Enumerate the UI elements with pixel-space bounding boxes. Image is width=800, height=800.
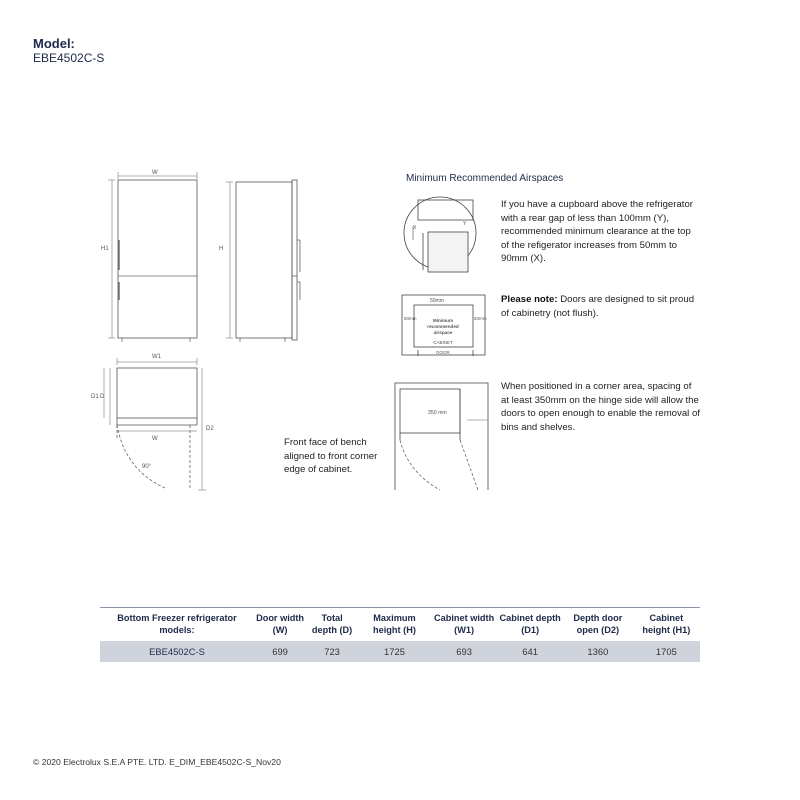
doors-note-bold: Please note: [501, 294, 558, 305]
table-header: Depth door open (D2) [563, 608, 633, 642]
airspace-top-label: 50mm [430, 298, 444, 304]
cupboard-note: If you have a cupboard above the refrigerator with a rear gap of less than 100mm (Y), recommended minimum clearance at the top of the refigerator increases from 50mm to 90mm (X). [501, 199, 693, 264]
top-door-width-label: W [152, 436, 158, 442]
table-cell: EBE4502C-S [100, 641, 254, 662]
top-cabinet-depth-label: D1 [91, 394, 99, 400]
table-header: Maximum height (H) [358, 608, 431, 642]
airspace-center-line3: airspace [433, 330, 453, 335]
table-header: Door width (W) [254, 608, 306, 642]
table-header: Cabinet width (W1) [431, 608, 497, 642]
table-cell: 1360 [563, 641, 633, 662]
airspace-left-label: 50mm [404, 316, 417, 321]
front-width-label: W [152, 170, 158, 176]
table-cell: 1705 [633, 641, 700, 662]
model-label: Model: [33, 36, 75, 51]
door-angle-label: 90° [142, 464, 152, 470]
table-header: Total depth (D) [306, 608, 358, 642]
top-depth-label: D [100, 394, 105, 400]
cupboard-detail [404, 197, 476, 272]
corner-detail [395, 383, 488, 490]
table-header: Bottom Freezer refrigerator models: [100, 608, 254, 642]
doors-note [501, 293, 701, 320]
corner-note: When positioned in a corner area, spacing of at least 350mm on the hinge side will allow the doors to open enough to enable the removal of bins and shelves. [501, 381, 700, 433]
airspace-center-line1: Minimum [432, 318, 454, 323]
airspace-cabinet-label: CABINET [433, 340, 453, 345]
side-view [226, 180, 300, 342]
detail-y-label: Y [463, 221, 467, 227]
airspace-right-label: 50mm [474, 316, 487, 321]
dimensions-table [100, 607, 700, 662]
airspace-door-label: DOOR [436, 350, 450, 355]
airspace-title: Minimum Recommended Airspaces [406, 173, 564, 184]
table-cell: 699 [254, 641, 306, 662]
top-cabinet-width-label: W1 [152, 354, 161, 360]
bench-note: Front face of bench aligned to front corner edge of cabinet. [284, 437, 378, 475]
top-view [104, 358, 206, 490]
doors-note-text: Doors are designed to sit proud of cabinetry (not flush). [501, 294, 695, 319]
footer-copyright: © 2020 Electrolux S.E.A PTE. LTD. E_DIM_EBE4502C-S_Nov20 [33, 757, 281, 767]
corner-gap-label: 350 mm [428, 410, 447, 416]
table-cell: 1725 [358, 641, 431, 662]
table-cell: 641 [497, 641, 563, 662]
top-open-depth-label: D2 [206, 426, 214, 432]
table-cell: 723 [306, 641, 358, 662]
front-view [108, 172, 197, 342]
airspace-center-line2: recommended [427, 324, 459, 329]
side-height-label: H [219, 246, 224, 252]
model-number: EBE4502C-S [33, 51, 105, 65]
table-header: Cabinet depth (D1) [497, 608, 563, 642]
table-row [100, 641, 700, 662]
front-height-label: H1 [101, 246, 109, 252]
table-header-row [100, 608, 700, 642]
detail-x-label: X [413, 225, 417, 231]
table-cell: 693 [431, 641, 497, 662]
table-header: Cabinet height (H1) [633, 608, 700, 642]
